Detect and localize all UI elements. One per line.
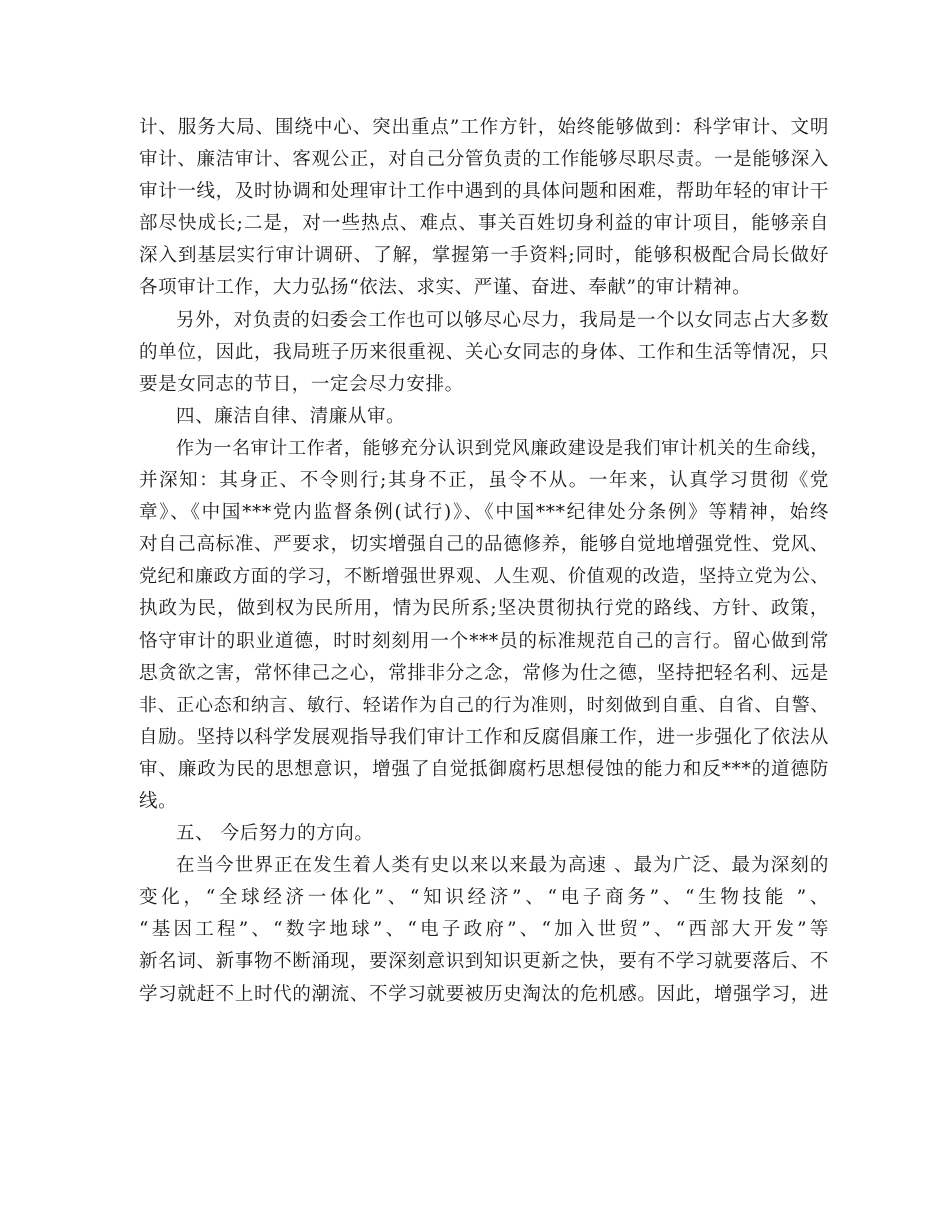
text-line: 恪守审计的职业道德，时时刻刻用一个***员的标准规范自己的言行。留心做到常 — [139, 630, 829, 652]
text-line: 要是女同志的节日，一定会尽力安排。 — [139, 373, 464, 395]
section-heading: 五、 今后努力的方向。 — [176, 823, 374, 845]
text-line: 另外，对负责的妇委会工作也可以够尽心尽力，我局是一个以女同志占大多数 — [176, 309, 829, 331]
text-line: 深入到基层实行审计调研、了解，掌握第一手资料;同时，能够积极配合局长做好 — [139, 245, 829, 267]
text-line: 作为一名审计工作者，能够充分认识到党风廉政建设是我们审计机关的生命线， — [176, 437, 829, 459]
text-line: 党纪和廉政方面的学习，不断增强世界观、人生观、价值观的改造，坚持立党为公、 — [139, 566, 829, 588]
text-line: 学习就赶不上时代的潮流、不学习就要被历史淘汰的危机感。因此，增强学习，进 — [139, 983, 829, 1005]
text-line: 思贪欲之害，常怀律己之心，常排非分之念，常修为仕之德，坚持把轻名利、远是 — [139, 662, 829, 684]
text-line: 部尽快成长;二是，对一些热点、难点、事关百姓切身利益的审计项目，能够亲自 — [139, 213, 829, 235]
body-text — [139, 112, 829, 1011]
section-heading: 四、廉洁自律、清廉从审。 — [176, 405, 406, 427]
text-line: 变化，“全球经济一体化”、“知识经济”、“电子商务”、“生物技能 ”、 — [139, 887, 829, 909]
text-line: 在当今世界正在发生着人类有史以来以来最为高速 、最为广泛、最为深刻的 — [176, 855, 829, 877]
text-line: 计、服务大局、围绕中心、突出重点”工作方针，始终能够做到：科学审计、文明 — [139, 117, 829, 138]
text-line: 非、正心态和纳言、敏行、轻诺作为自己的行为准则，时刻做到自重、自省、自警、 — [139, 694, 829, 716]
text-line: 审计一线，及时协调和处理审计工作中遇到的具体问题和困难，帮助年轻的审计干 — [139, 181, 829, 203]
text-line: 审、廉政为民的思想意识，增强了自觉抵御腐朽思想侵蚀的能力和反***的道德防 — [139, 758, 829, 780]
text-line: 并深知：其身正、不令则行;其身不正，虽令不从。一年来，认真学习贯彻《党 — [139, 470, 829, 492]
text-line: 的单位，因此，我局班子历来很重视、关心女同志的身体、工作和生活等情况，只 — [139, 341, 829, 363]
text-line: 自励。坚持以科学发展观指导我们审计工作和反腐倡廉工作，进一步强化了依法从 — [139, 726, 829, 748]
text-line: 执政为民，做到权为民所用，情为民所系;坚决贯彻执行党的路线、方针、政策， — [139, 598, 829, 620]
text-line: 审计、廉洁审计、客观公正，对自己分管负责的工作能够尽职尽责。一是能够深入 — [139, 149, 829, 171]
text-line: 新名词、新事物不断涌现，要深刻意识到知识更新之快，要有不学习就要落后、不 — [139, 951, 829, 973]
text-line: 对自己高标准、严要求，切实增强自己的品德修养，能够自觉地增强党性、党风、 — [139, 534, 829, 556]
text-line: 章》、《中国***党内监督条例(试行)》、《中国***纪律处分条例》等精神，始终 — [139, 502, 829, 524]
text-line: “基因工程”、“数字地球”、“电子政府”、“加入世贸”、“西部大开发”等 — [139, 919, 829, 941]
text-line: 各项审计工作，大力弘扬“依法、求实、严谨、奋进、奉献”的审计精神。 — [139, 277, 752, 299]
text-line: 线。 — [139, 790, 178, 812]
